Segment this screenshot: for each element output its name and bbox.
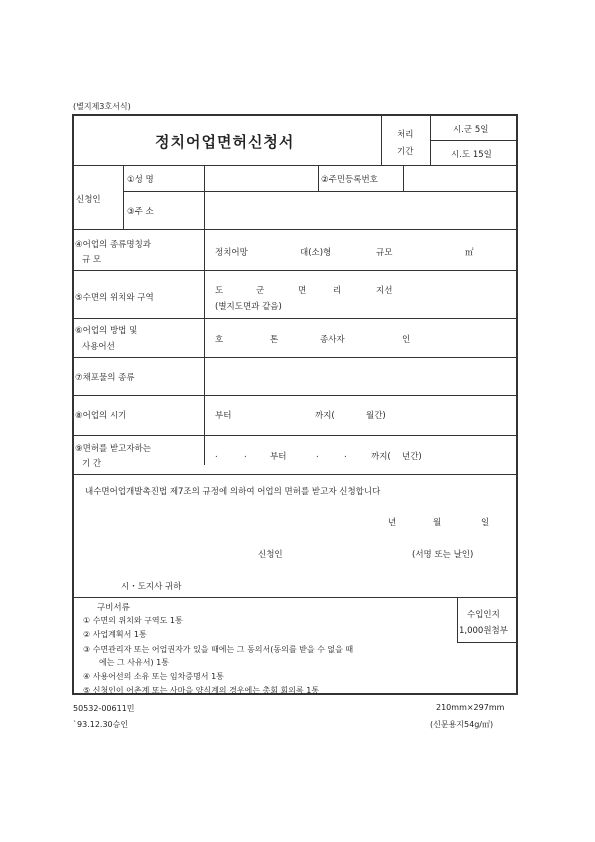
declaration-text: 내수면어업개발촉진법 제7조의 규정에 의하여 어업의 면허를 받고자 신청합니다 [85, 487, 381, 497]
location-value-2: 군 [256, 286, 265, 296]
location-value-5: 지선 [376, 286, 393, 296]
type-value-1: 정치어망 [215, 248, 248, 258]
period-value-6: 까지( [371, 452, 391, 462]
frame-top [72, 114, 518, 116]
date-year: 년 [388, 518, 397, 528]
row-line-395 [72, 395, 518, 396]
stamp-divider [457, 597, 458, 642]
processing-label-2: 기간 [397, 147, 414, 157]
period-value-1: . [215, 450, 218, 460]
period-label-2: 기 간 [82, 459, 102, 469]
row-line-357 [72, 357, 518, 358]
document-item-2: ② 사업계획서 1통 [83, 630, 147, 639]
row-line-474 [72, 474, 518, 475]
location-label: ⑤수면의 위치와 구역 [75, 293, 154, 303]
applicant-section-label: 신청인 [76, 195, 101, 205]
row-line-435 [72, 435, 518, 436]
stamp-label: 수입인지 [467, 610, 500, 620]
season-value-1: 부터 [215, 411, 232, 421]
method-value-2: 톤 [270, 335, 279, 345]
frame-right [516, 114, 518, 694]
applicant-sign-label: 신청인 [258, 550, 283, 560]
document-item-3-line-2: 에는 그 사유서) 1통 [99, 658, 169, 667]
date-month: 월 [433, 518, 442, 528]
period-value-3: 부터 [270, 452, 287, 462]
method-value-1: 호 [215, 335, 224, 345]
title-divider [381, 114, 382, 165]
row-line-597 [72, 597, 518, 598]
location-value-3: 면 [298, 286, 307, 296]
row-line-318 [72, 318, 518, 319]
form-number: (별지제3호서식) [73, 102, 131, 111]
frame-left [72, 114, 74, 694]
type-label-2: 규 모 [82, 255, 102, 265]
reg-no-label: ②주민등록번호 [321, 175, 378, 185]
processing-period-city: 시.군 5일 [453, 125, 489, 135]
method-label-1: ⑥어업의 방법 및 [75, 326, 138, 336]
date-day: 일 [481, 518, 490, 528]
period-label-1: ⑨면허를 받고자하는 [75, 444, 152, 454]
row-line-165 [72, 165, 518, 166]
method-value-4: 인 [402, 335, 411, 345]
season-value-2: 까지( [315, 411, 335, 421]
document-item-5: ⑤ 신청인이 어촌계 또는 사마을 양식계의 경우에는 총회 회의록 1통 [83, 686, 320, 695]
location-value-6: (별지도면과 같음) [215, 302, 282, 312]
document-item-4: ④ 사용어선의 소유 또는 임차증명서 1통 [83, 672, 224, 681]
reg-no-divider-right [403, 165, 404, 191]
footer-paper-size: 210mm×297mm [436, 703, 505, 712]
season-value-3: 월간) [366, 411, 386, 421]
method-label-2: 사용어선 [82, 342, 115, 352]
address-label: ③주 소 [127, 207, 154, 217]
type-value-2: 대(소)형 [300, 248, 332, 258]
processing-label-1: 처리 [397, 130, 414, 140]
reg-no-divider-left [318, 165, 319, 191]
type-value-3: 규모 [376, 248, 393, 258]
applicant-col-divider [123, 165, 124, 229]
period-value-5: . [344, 450, 347, 460]
documents-heading: 구비서류 [97, 603, 130, 613]
row-line-191 [123, 191, 517, 192]
form-title: 정치어업면허신청서 [155, 133, 295, 151]
processing-mid-line [430, 140, 517, 141]
type-label-1: ④어업의 종류명칭과 [75, 240, 152, 250]
period-value-2: . [244, 450, 247, 460]
document-item-1: ① 수면의 위치와 구역도 1통 [83, 616, 183, 625]
period-value-4: . [316, 450, 319, 460]
recipient: 시・도지사 귀하 [121, 582, 182, 592]
row-line-229 [72, 229, 518, 230]
season-label: ⑧어업의 시기 [75, 411, 127, 421]
stamp-amount: 1,000원첨부 [459, 626, 508, 636]
period-value-7: 년간) [402, 452, 422, 462]
location-value-4: 리 [333, 286, 342, 296]
row-line-270 [72, 270, 518, 271]
location-value-1: 도 [215, 286, 224, 296]
catch-label: ⑦채포물의 종류 [75, 373, 135, 383]
footer-approval: `93.12.30승인 [73, 720, 129, 729]
stamp-bottom [457, 642, 517, 643]
name-value-divider [204, 165, 205, 229]
footer-paper-type: (신문용지54g/㎡) [430, 720, 494, 729]
field-label-divider [204, 229, 205, 465]
name-label: ①성 명 [127, 175, 154, 185]
document-item-3-line-1: ③ 수면관리자 또는 어업권자가 있을 때에는 그 동의서(동의를 받을 수 없을 때 [83, 645, 354, 654]
seal-label: (서명 또는 날인) [412, 550, 474, 560]
processing-period-province: 시.도 15일 [451, 150, 492, 160]
footer-code: 50532-00611민 [73, 704, 135, 713]
method-value-3: 종사자 [320, 335, 345, 345]
type-value-4: ㎡ [465, 248, 474, 258]
